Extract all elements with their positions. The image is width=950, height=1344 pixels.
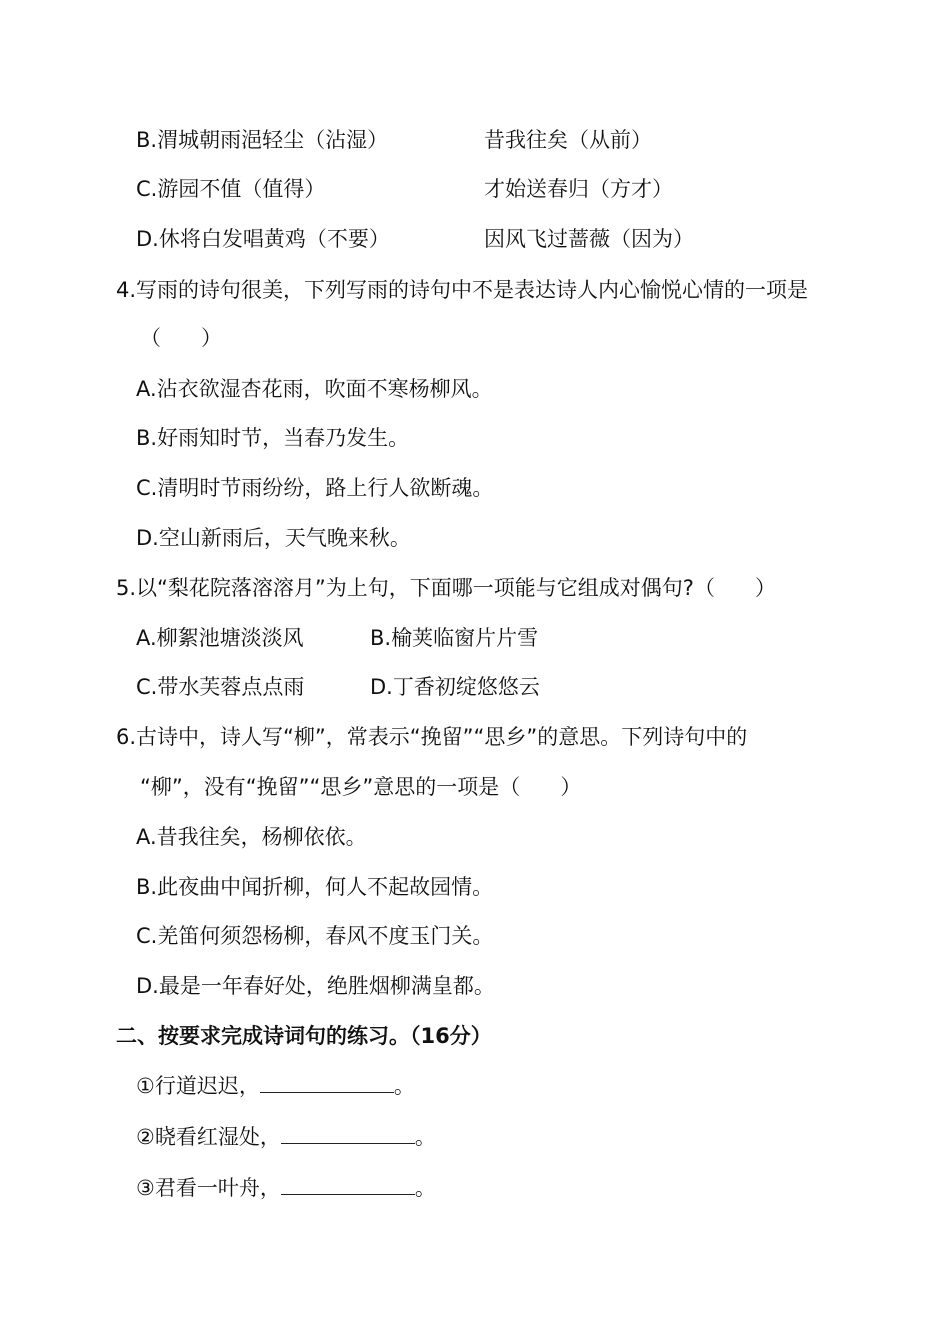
q6-stem-continued: “柳”，没有“挽留”“思乡”意思的一项是（ ） [140,775,582,799]
q4-option-a: A.沾衣欲湿杏花雨，吹面不寒杨柳风。 [136,377,493,401]
fill-item-3 [136,1174,436,1202]
fill-blank-2[interactable] [281,1125,415,1144]
fill-item-2-end: 。 [414,1125,436,1149]
q4-option-d: D.空山新雨后，天气晚来秋。 [136,526,411,550]
q6-option-d: D.最是一年春好处，绝胜烟柳满皇都。 [136,974,495,998]
q5-option-a: A.柳絮池塘淡淡风 [136,626,304,650]
fill-item-2 [136,1123,436,1151]
q5-stem: 5.以“梨花院落溶溶月”为上句，下面哪一项能与它组成对偶句?（ ） [116,576,776,600]
q6-stem: 6.古诗中，诗人写“柳”，常表示“挽留”“思乡”的意思。下列诗句中的 [116,725,748,749]
fill-blank-3[interactable] [281,1176,415,1195]
q3-option-b-left: B.渭城朝雨浥轻尘（沾湿） [136,128,389,152]
q3-option-d-left: D.休将白发唱黄鸡（不要） [136,227,390,251]
fill-item-1-end: 。 [393,1074,415,1098]
q4-option-b: B.好雨知时节，当春乃发生。 [136,426,410,450]
q6-option-a: A.昔我往矣，杨柳依依。 [136,825,367,849]
q4-option-c: C.清明时节雨纷纷，路上行人欲断魂。 [136,476,494,500]
fill-item-3-text: ③君看一叶舟， [136,1176,281,1200]
q3-option-d-right: 因风飞过蔷薇（因为） [484,227,694,251]
section2-heading: 二、按要求完成诗词句的练习。（16分） [116,1024,492,1048]
fill-item-3-end: 。 [414,1176,436,1200]
q3-option-c-left: C.游园不值（值得） [136,177,326,201]
q5-option-b: B.榆荚临窗片片雪 [370,626,539,650]
fill-item-1-text: ①行道迟迟， [136,1074,260,1098]
fill-item-2-text: ②晓看红湿处， [136,1125,281,1149]
q5-option-c: C.带水芙蓉点点雨 [136,675,305,699]
q4-stem: 4.写雨的诗句很美，下列写雨的诗句中不是表达诗人内心愉悦心情的一项是 [116,278,809,302]
q4-answer-paren: （ ） [140,326,223,350]
q6-option-b: B.此夜曲中闻折柳，何人不起故园情。 [136,875,494,899]
q5-option-d: D.丁香初绽悠悠云 [370,675,540,699]
q3-option-c-right: 才始送春归（方才） [484,177,673,201]
fill-blank-1[interactable] [260,1074,394,1093]
q3-option-b-right: 昔我往矣（从前） [484,128,652,152]
fill-item-1 [136,1072,415,1100]
q6-option-c: C.羌笛何须怨杨柳，春风不度玉门关。 [136,924,494,948]
